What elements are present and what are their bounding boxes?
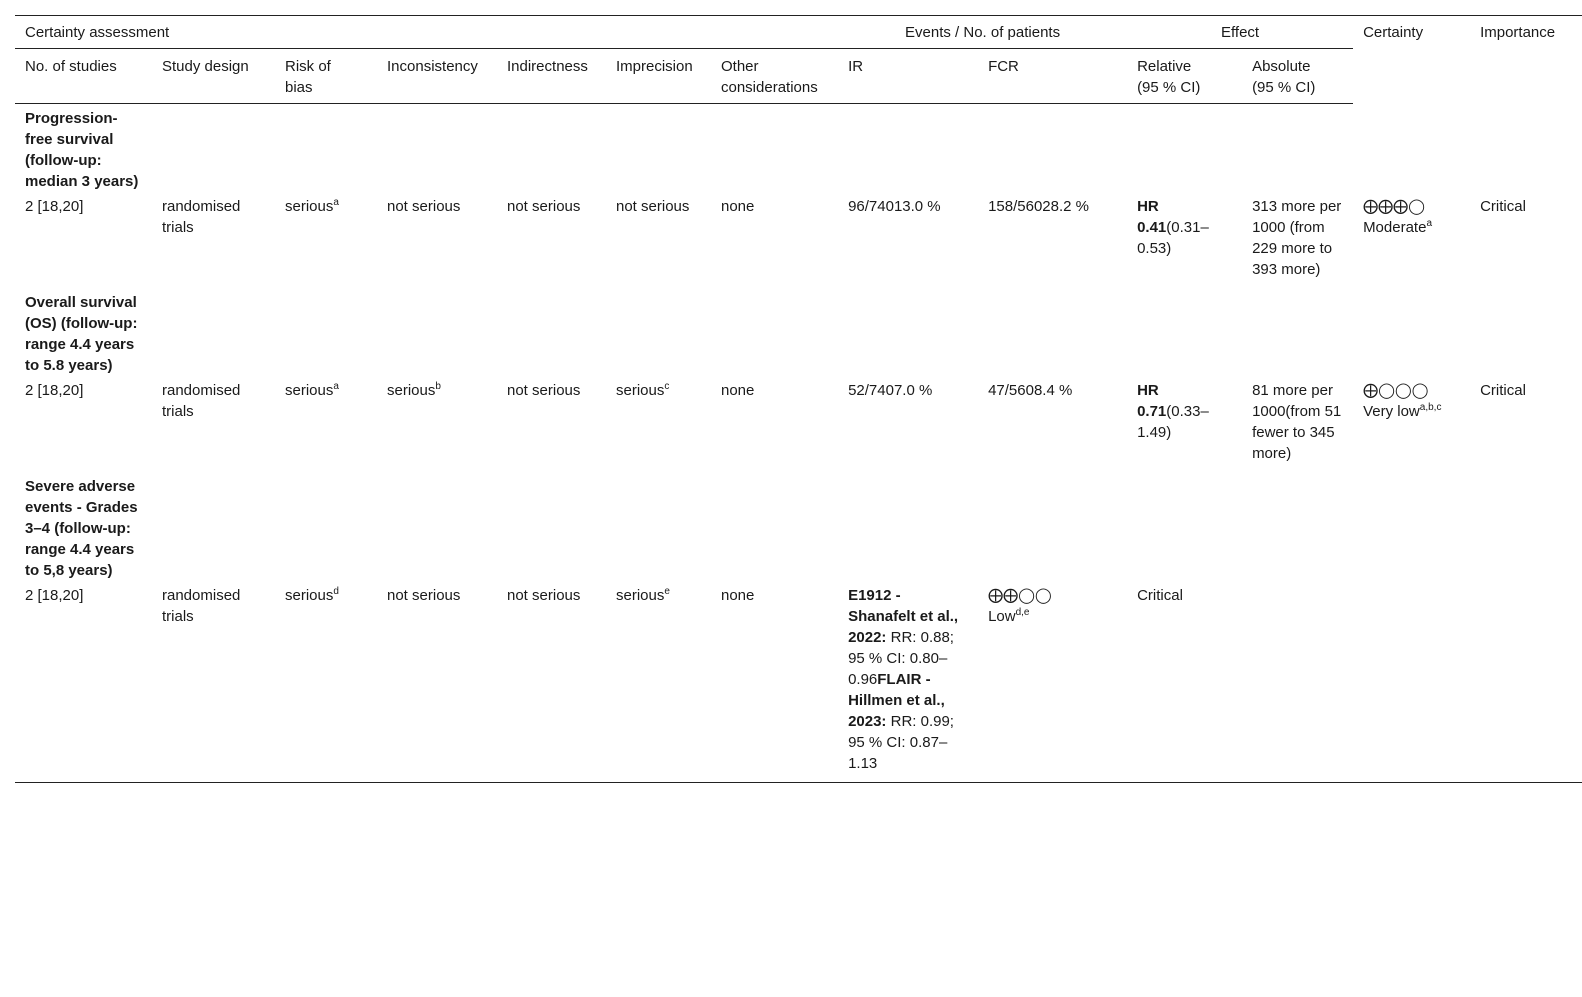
cell-design: randomised trials (162, 382, 241, 420)
header-absolute: Absolute (95 % CI) (1242, 49, 1353, 104)
cell-imprecision: serious$^c$ (616, 381, 670, 399)
cell-importance: Critical (1480, 198, 1526, 215)
cell-relative: HR 0.41(0.31–0.53) (1137, 198, 1209, 257)
cell-ir: E1912 - Shanafelt et al., 2022: RR: 0.88; 95 % CI: 0.80–0.96FLAIR - Hillmen et al., 2023: RR: 0.99; 95 % CI: 0.87–1.13 (838, 581, 978, 783)
outcome-title: Progression-free survival (follow-up: median 3 years) (25, 110, 139, 190)
cell-inconsistency: not serious (387, 198, 461, 215)
cell-importance: Critical (1127, 581, 1242, 783)
cell-imprecision: serious$^e$ (606, 581, 711, 783)
outcome-title-row (15, 472, 1582, 581)
cell-design: randomised trials (162, 198, 241, 236)
cell-other: none (721, 198, 755, 215)
cell-absolute: 313 more per 1000 (from 229 more to 393 more) (1252, 198, 1342, 278)
cell-absolute: 81 more per 1000(from 51 fewer to 345 more) (1252, 382, 1342, 462)
cell-studies: 2 [18,20] (25, 382, 84, 399)
cell-studies: 2 [18,20] (15, 581, 152, 783)
outcome-title: Severe adverse events - Grades 3–4 (follow-up: range 4.4 years to 5,8 years) (25, 478, 138, 579)
cell-importance: Critical (1480, 382, 1526, 399)
header-importance: Importance (1470, 16, 1582, 104)
cell-fcr: 158/56028.2 % (988, 198, 1089, 215)
cell-indirectness: not serious (507, 198, 581, 215)
cell-certainty: ⨁◯◯◯ Very low$^{a,b,c}$ (1363, 381, 1442, 420)
certainty-rating-icon: ⨁◯◯◯ (1363, 381, 1429, 399)
cell-risk-of-bias: serious$^d$ (275, 581, 377, 783)
header-design: Study design (152, 49, 275, 104)
header-column-row (15, 49, 1582, 104)
cell-studies: 2 [18,20] (25, 198, 84, 215)
grade-evidence-table-wrapper (15, 15, 1582, 783)
cell-ir: 52/7407.0 % (848, 382, 933, 399)
outcome-data-row (15, 376, 1582, 472)
header-group-row (15, 16, 1582, 49)
cell-certainty: ⨁⨁⨁◯ Moderate$^a$ (1363, 197, 1432, 236)
cell-fcr: 47/5608.4 % (988, 382, 1073, 399)
group-events: Events / No. of patients (838, 16, 1127, 49)
cell-certainty: ⨁⨁◯◯ Low$^{d,e}$ (978, 581, 1127, 783)
cell-risk-of-bias: serious$^a$ (285, 197, 339, 215)
cell-relative: HR 0.71(0.33–1.49) (1137, 382, 1209, 441)
outcome-data-row (15, 192, 1582, 288)
cell-other: none (711, 581, 838, 783)
header-ir: IR (838, 49, 978, 104)
cell-indirectness: not serious (497, 581, 606, 783)
header-inconsistency: Inconsistency (377, 49, 497, 104)
certainty-rating-icon: ⨁⨁⨁◯ (1363, 197, 1425, 215)
cell-imprecision: not serious (616, 198, 690, 215)
cell-indirectness: not serious (507, 382, 581, 399)
group-effect: Effect (1127, 16, 1353, 49)
group-certainty-assessment: Certainty assessment (15, 16, 838, 49)
outcome-title-row (15, 104, 1582, 193)
cell-design: randomised trials (152, 581, 275, 783)
outcome-title: Overall survival (OS) (follow-up: range 4.4 years to 5.8 years) (25, 294, 138, 374)
grade-evidence-table (15, 15, 1582, 783)
header-fcr: FCR (978, 49, 1127, 104)
cell-other: none (721, 382, 755, 399)
header-studies: No. of studies (15, 49, 152, 104)
cell-inconsistency: not serious (377, 581, 497, 783)
outcome-title-row (15, 288, 1582, 376)
cell-risk-of-bias: serious$^a$ (285, 381, 339, 399)
cell-inconsistency: serious$^b$ (387, 381, 441, 399)
header-imprecision: Imprecision (606, 49, 711, 104)
certainty-rating-icon: ⨁⨁◯◯ (988, 586, 1052, 604)
header-indirectness: Indirectness (497, 49, 606, 104)
outcome-data-row (15, 581, 1582, 783)
header-relative: Relative (95 % CI) (1127, 49, 1242, 104)
cell-ir: 96/74013.0 % (848, 198, 941, 215)
header-risk-of-bias: Risk of bias (275, 49, 377, 104)
header-certainty: Certainty (1353, 16, 1470, 104)
header-other-considerations: Other considerations (711, 49, 838, 104)
